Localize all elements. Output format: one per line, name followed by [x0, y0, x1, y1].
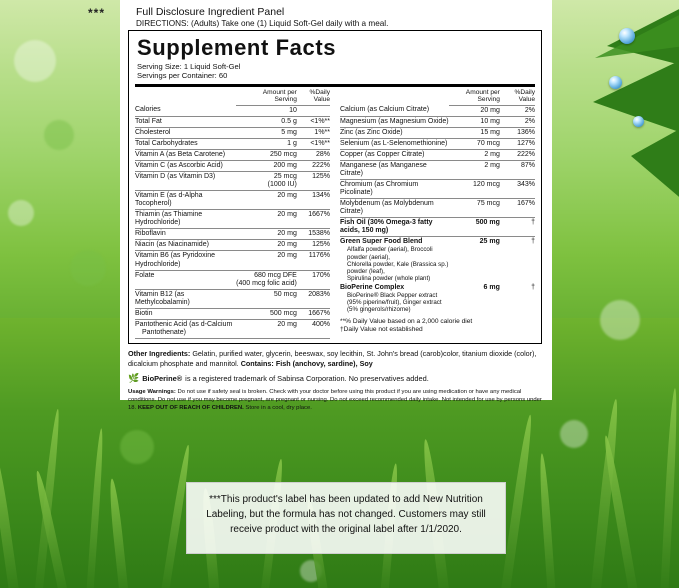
- other-ingredients-text: Gelatin, purified water, glycerin, beeswax, soy lecithin, St. John's bread (carob)color, titanium dioxide (color), dicalcium phosphate and mannitol.: [128, 348, 537, 368]
- table-row: [135, 319, 330, 338]
- nutrient-dv: 1667%: [297, 308, 330, 319]
- amount-header-line1: Amount per: [262, 88, 297, 96]
- bokeh-dot: [14, 40, 56, 82]
- nutrient-table-left: [135, 89, 330, 339]
- table-row: [135, 191, 330, 210]
- water-droplet-icon: [633, 116, 644, 127]
- nutrient-amount: 2 mg: [449, 161, 500, 180]
- table-row: [135, 270, 330, 289]
- nutrient-name: Fish Oil (30% Omega-3 fatty acids, 150 mg): [340, 218, 449, 237]
- nutrient-name: Calories: [135, 105, 236, 116]
- nutrient-dv: 136%: [500, 127, 535, 138]
- footnote-daily-value: **% Daily Value based on a 2,000 calorie diet: [340, 317, 473, 325]
- nutrient-name: Selenium (as L-Selenomethionine): [340, 138, 449, 149]
- nutrient-dv: 222%: [297, 161, 330, 172]
- nutrient-dv: 2%: [500, 116, 535, 127]
- nutrient-dv: [297, 105, 330, 116]
- table-header-row: [135, 89, 330, 105]
- nutrient-amount: 680 mcg DFE: [254, 271, 297, 279]
- nutrient-dv: 1%**: [297, 127, 330, 138]
- table-row: [135, 116, 330, 127]
- bioperine-brand: BioPerine®: [142, 374, 183, 384]
- nutrient-name-sub: Pantothenate): [142, 328, 186, 336]
- nutrient-dv: †: [531, 238, 535, 246]
- table-row: [340, 180, 535, 199]
- nutrient-amount: 50 mcg: [236, 289, 297, 308]
- full-disclosure-title: Full Disclosure Ingredient Panel: [136, 6, 285, 18]
- nutrient-dv: 1176%: [297, 251, 330, 270]
- supplement-facts-title: Supplement Facts: [137, 35, 337, 60]
- nutrient-name: Vitamin D (as Vitamin D3): [135, 172, 236, 191]
- nutrient-dv: 1538%: [297, 229, 330, 240]
- nutrient-amount: 20 mg: [236, 229, 297, 240]
- bokeh-dot: [600, 300, 640, 340]
- label-update-notice-text: ***This product's label has been updated to add New Nutrition Labeling, but the formula has not changed. Customers may still receive product with the original label after 1/1/2020.: [206, 494, 486, 535]
- nutrient-amount: 25 mg: [479, 238, 500, 246]
- contains-text: Fish (anchovy, sardine), Soy: [275, 358, 373, 368]
- amount-header-line2: Serving: [274, 95, 297, 103]
- nutrient-dv: 134%: [297, 191, 330, 210]
- nutrient-name: Thiamin (as Thiamine Hydrochloride): [135, 210, 236, 229]
- table-row: [340, 116, 535, 127]
- nutrient-dv: 2083%: [297, 289, 330, 308]
- nutrient-amount: 75 mcg: [449, 199, 500, 218]
- usage-warnings-label: Usage Warnings:: [128, 389, 176, 396]
- nutrient-name: Pantothenic Acid (as d-Calcium: [135, 320, 233, 328]
- table-row: [135, 289, 330, 308]
- nutrient-name: BioPerine Complex: [340, 284, 405, 292]
- dv-header-line1: %Daily: [309, 88, 330, 96]
- footnote-dv-not-established: †Daily Value not established: [340, 326, 423, 334]
- nutrient-name: Vitamin E (as d-Alpha Tocopherol): [135, 191, 236, 210]
- table-row: [135, 172, 330, 191]
- nutrient-name: Molybdenum (as Molybdenum Citrate): [340, 199, 449, 218]
- supplement-facts-box: [128, 30, 542, 344]
- blend-ingredient: Spirulina powder (whole plant): [347, 274, 431, 282]
- nutrient-table-right: [340, 89, 535, 315]
- nutrient-column-left: [135, 89, 330, 339]
- nutrient-dv: <1%**: [297, 116, 330, 127]
- nutrient-amount: 20 mg: [236, 191, 297, 210]
- table-row: [135, 138, 330, 149]
- bioperine-trademark-line: [128, 373, 544, 384]
- nutrient-dv: 28%: [297, 150, 330, 161]
- table-header-row: [340, 89, 535, 105]
- nutrient-name: Total Fat: [135, 116, 236, 127]
- nutrient-amount-sub: (1000 IU): [267, 181, 297, 189]
- leaf-svg: [535, 6, 679, 216]
- nutrient-amount: 25 mcg: [273, 173, 297, 181]
- asterisk-marker: ***: [88, 6, 106, 20]
- blend-ingredient: Alfalfa powder (aerial), Broccoli powder (aerial),: [347, 246, 433, 261]
- nutrient-name: Cholesterol: [135, 127, 236, 138]
- nutrient-dv: 400%: [297, 319, 330, 338]
- amount-header-line2: Serving: [477, 95, 500, 103]
- table-row: [135, 229, 330, 240]
- bokeh-dot: [120, 430, 154, 464]
- nutrient-name: Vitamin A (as Beta Carotene): [135, 150, 236, 161]
- nutrient-name: Folate: [135, 270, 236, 289]
- nutrient-dv: †: [500, 218, 535, 237]
- table-row: [340, 127, 535, 138]
- supplement-facts-panel: [120, 0, 552, 411]
- usage-warnings-text: Do not use if safety seal is broken. Check with your doctor before using this product if you are using medication or have any medical conditions. Do not use if you may become pregnant, are pregnant or nursing. Do not exceed recommended daily intake. Not intended for use by persons under 18.: [128, 389, 542, 411]
- nutrient-name: Biotin: [135, 308, 236, 319]
- nutrient-name: Riboflavin: [135, 229, 236, 240]
- nutrient-amount: 20 mg: [449, 105, 500, 116]
- nutrient-dv: 343%: [500, 180, 535, 199]
- nutrient-dv: 127%: [500, 138, 535, 149]
- nutrient-name: Zinc (as Zinc Oxide): [340, 127, 449, 138]
- serving-size-text: Serving Size: 1 Liquid Soft-Gel: [137, 62, 241, 71]
- nutrient-column-right: [340, 89, 535, 339]
- nutrient-columns: [135, 89, 535, 339]
- table-row: [135, 161, 330, 172]
- table-row: [340, 199, 535, 218]
- table-row: [135, 150, 330, 161]
- water-droplet-icon: [609, 76, 622, 89]
- water-droplet-icon: [619, 28, 635, 44]
- nutrient-name: Vitamin B12 (as Methylcobalamin): [135, 289, 236, 308]
- nutrient-name: Magnesium (as Magnesium Oxide): [340, 116, 449, 127]
- dv-header-line1: %Daily: [514, 88, 535, 96]
- blend-ingredient: (5% gingerols/rhizome): [347, 306, 411, 314]
- nutrient-amount: 20 mg: [236, 240, 297, 251]
- table-row: [340, 105, 535, 116]
- nutrient-dv: †: [531, 284, 535, 292]
- nutrient-amount: 5 mg: [236, 127, 297, 138]
- blend-ingredient: BioPerine® Black Pepper extract: [347, 292, 438, 300]
- nutrient-amount: 500 mcg: [236, 308, 297, 319]
- table-row: [340, 161, 535, 180]
- nutrient-dv: 222%: [500, 150, 535, 161]
- dv-header-line2: Value: [313, 95, 330, 103]
- nutrient-name: Green Super Food Blend: [340, 238, 423, 246]
- table-row: [340, 218, 535, 237]
- storage-text: Store in a cool, dry place.: [245, 404, 312, 411]
- amount-header-line1: Amount per: [465, 88, 500, 96]
- nutrient-dv: 170%: [297, 270, 330, 289]
- nutrient-dv: 1667%: [297, 210, 330, 229]
- contains-label: Contains:: [240, 358, 274, 368]
- blend-ingredient: Chlorella powder, Kale (Brassica sp.) powder (leaf),: [347, 260, 449, 275]
- nutrient-amount: 120 mcg: [449, 180, 500, 199]
- leaf-graphic: [535, 6, 679, 206]
- nutrient-name: Calcium (as Calcium Citrate): [340, 105, 449, 116]
- nutrient-name: Niacin (as Niacinamide): [135, 240, 236, 251]
- table-row: [135, 105, 330, 116]
- nutrient-amount: 70 mcg: [449, 138, 500, 149]
- dv-header-line2: Value: [518, 95, 535, 103]
- nutrient-amount: 10 mg: [449, 116, 500, 127]
- other-ingredients-label: Other Ingredients:: [128, 348, 191, 358]
- bioperine-note: is a registered trademark of Sabinsa Corporation. No preservatives added.: [185, 374, 429, 384]
- nutrient-amount: 500 mg: [449, 218, 500, 237]
- table-row: [135, 251, 330, 270]
- nutrient-amount: 2 mg: [449, 150, 500, 161]
- nutrient-name: Copper (as Copper Citrate): [340, 150, 449, 161]
- directions-text: DIRECTIONS: (Adults) Take one (1) Liquid Soft-Gel daily with a meal.: [136, 19, 389, 28]
- leaf-icon: 🌿: [128, 373, 140, 384]
- servings-per-container-text: Servings per Container: 60: [137, 71, 228, 81]
- other-ingredients-line: [128, 349, 544, 368]
- nutrient-amount: 10: [236, 105, 297, 116]
- nutrient-name: Chromium (as Chromium Picolinate): [340, 180, 449, 199]
- nutrient-amount: 0.5 g: [236, 116, 297, 127]
- nutrient-dv: 2%: [500, 105, 535, 116]
- nutrient-amount: 15 mg: [449, 127, 500, 138]
- nutrient-amount: 20 mg: [236, 210, 297, 229]
- bokeh-dot: [8, 200, 34, 226]
- nutrient-amount-sub: (400 mcg folic acid): [236, 279, 297, 287]
- nutrient-name: Vitamin B6 (as Pyridoxine Hydrochloride): [135, 251, 236, 270]
- nutrient-name: Manganese (as Manganese Citrate): [340, 161, 449, 180]
- bokeh-dot: [560, 420, 588, 448]
- bokeh-dot: [70, 250, 106, 286]
- table-row: [340, 138, 535, 149]
- table-row: [340, 283, 535, 314]
- label-update-notice: [186, 482, 506, 554]
- nutrient-dv: 125%: [297, 172, 330, 191]
- header-divider: [135, 84, 535, 87]
- bokeh-dot: [44, 120, 74, 150]
- nutrient-name: Vitamin C (as Ascorbic Acid): [135, 161, 236, 172]
- nutrient-amount: 200 mg: [236, 161, 297, 172]
- nutrient-amount: 6 mg: [483, 284, 500, 292]
- nutrient-dv: 125%: [297, 240, 330, 251]
- nutrient-dv: 87%: [500, 161, 535, 180]
- nutrient-amount: 20 mg: [236, 319, 297, 338]
- table-row: [135, 240, 330, 251]
- nutrient-amount: 20 mg: [236, 251, 297, 270]
- table-row: [135, 127, 330, 138]
- nutrient-dv: 167%: [500, 199, 535, 218]
- table-row: [135, 210, 330, 229]
- table-row: [340, 150, 535, 161]
- nutrient-dv: <1%**: [297, 138, 330, 149]
- table-row: [135, 308, 330, 319]
- keep-out-of-reach-text: KEEP OUT OF REACH OF CHILDREN.: [137, 404, 244, 411]
- usage-warnings-block: [128, 389, 544, 412]
- nutrient-name: Total Carbohydrates: [135, 138, 236, 149]
- nutrient-amount: 1 g: [236, 138, 297, 149]
- blend-ingredient: (95% piperine/fruit), Ginger extract: [347, 299, 442, 307]
- table-row: [340, 237, 535, 283]
- nutrient-amount: 250 mcg: [236, 150, 297, 161]
